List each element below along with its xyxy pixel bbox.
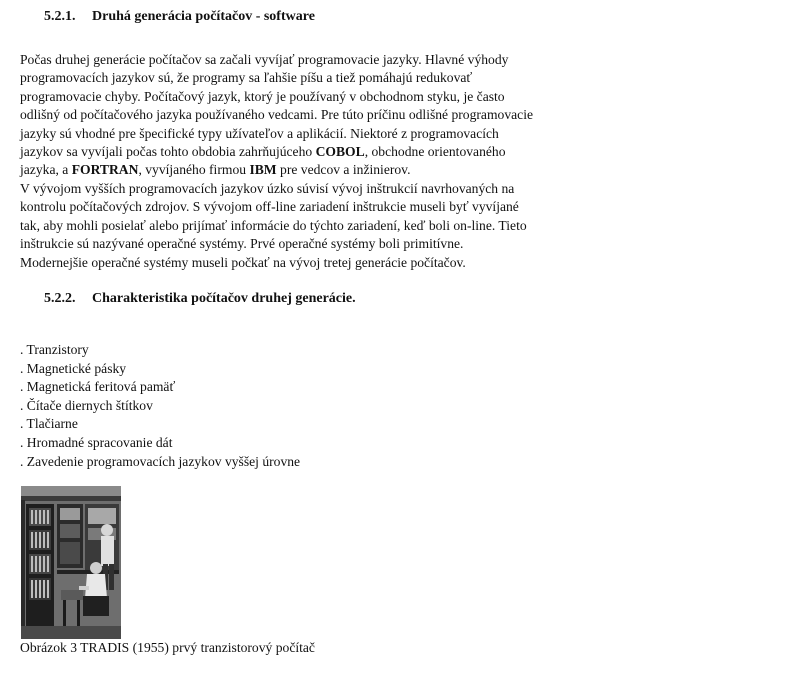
text-line: tak, aby mohli posielať alebo prijímať informácie do týchto zariadení, keď boli on-line. Tieto bbox=[20, 217, 527, 233]
text-run: pre vedcov a inžinierov. bbox=[276, 162, 411, 178]
text-run: , vyvíjaného firmou bbox=[138, 162, 250, 178]
text-line bbox=[20, 161, 640, 179]
paragraph-operating-systems bbox=[20, 180, 640, 272]
term-ibm: IBM bbox=[249, 162, 277, 178]
text-run: jazyka, a bbox=[20, 162, 72, 178]
section-title: Charakteristika počítačov druhej generácie. bbox=[92, 291, 356, 306]
text-line: odlišný od počítačového jazyka používaného vedcami. Pre túto príčinu odlišné programovacie bbox=[20, 107, 534, 123]
photo-image bbox=[21, 486, 121, 639]
section-title: Druhá generácia počítačov - software bbox=[92, 9, 315, 24]
section-number: 5.2.1. bbox=[44, 9, 76, 24]
figure-caption: Obrázok 3 TRADIS (1955) prvý tranzistorový počítač bbox=[20, 640, 315, 655]
list-item: . Tranzistory bbox=[20, 342, 89, 357]
text-line bbox=[20, 143, 640, 161]
list-item: . Tlačiarne bbox=[20, 416, 78, 432]
feature-list bbox=[20, 341, 300, 471]
text-line: inštrukcie sú nazývané operačné systémy. Prvé operačné systémy boli primitívne. bbox=[20, 236, 464, 252]
list-item: . Magnetické pásky bbox=[20, 360, 127, 376]
text-run: jazykov sa vyvíjali počas tohto obdobia zahrňujúceho bbox=[20, 144, 316, 160]
text-line: programovacie chyby. Počítačový jazyk, ktorý je používaný v obchodnom styku, je často bbox=[20, 88, 505, 104]
list-item: . Čítače diernych štítkov bbox=[20, 397, 153, 413]
term-cobol: COBOL bbox=[315, 144, 365, 160]
text-run: , obchodne orientovaného bbox=[364, 144, 506, 160]
section-heading-5-2-1 bbox=[44, 9, 315, 25]
section-number: 5.2.2. bbox=[44, 291, 76, 306]
list-item: . Magnetická feritová pamäť bbox=[20, 379, 176, 395]
list-item: . Hromadné spracovanie dát bbox=[20, 434, 173, 450]
text-line: kontrolu počítačových zdrojov. S vývojom off-line zariadení inštrukcie museli byť vyvíjané bbox=[20, 199, 519, 215]
text-line: jazyky sú vhodné pre špecifické typy užívateľov a aplikácií. Niektoré z programovacích bbox=[20, 125, 499, 141]
list-item: . Zavedenie programovacích jazykov vyššej úrovne bbox=[20, 453, 301, 469]
text-line: V vývojom vyšších programovacích jazykov úzko súvisí vývoj inštrukcií navrhovaných na bbox=[20, 181, 515, 196]
paragraph-software bbox=[20, 51, 640, 180]
tradis-computer-photo bbox=[21, 486, 121, 639]
text-line: programovacích jazykov sú, že programy sa ľahšie píšu a tiež pomáhajú redukovať bbox=[20, 70, 473, 86]
text-line: Modernejšie operačné systémy museli počkať na vývoj tretej generácie počítačov. bbox=[20, 254, 466, 270]
term-fortran: FORTRAN bbox=[71, 162, 139, 178]
section-heading-5-2-2 bbox=[44, 291, 356, 307]
text-line: Počas druhej generácie počítačov sa začali vyvíjať programovacie jazyky. Hlavné výhody bbox=[20, 52, 509, 67]
